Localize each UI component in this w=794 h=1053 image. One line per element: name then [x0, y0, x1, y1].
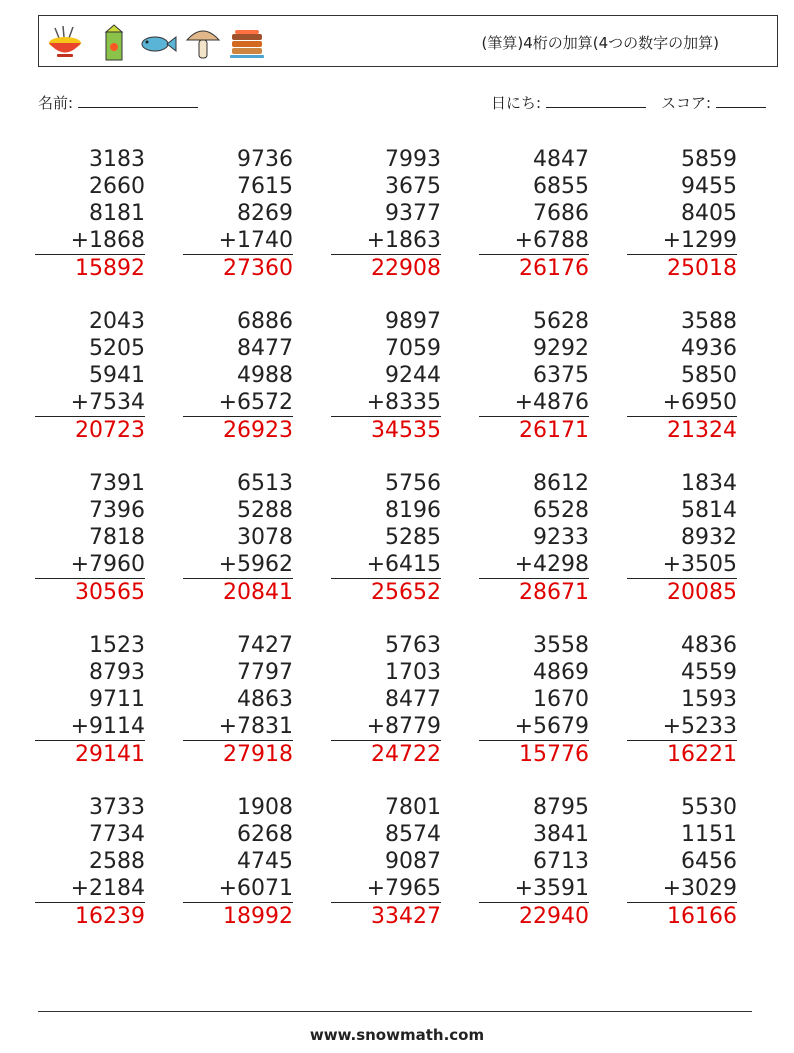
addend-3: 4745 [237, 849, 293, 874]
footer-site: www.snowmath.com [309, 1026, 485, 1044]
addend-1: 9897 [385, 309, 441, 334]
addend-2: 9292 [533, 336, 589, 361]
addend-1: 1908 [237, 795, 293, 820]
addend-2: 7059 [385, 336, 441, 361]
addend-3: 7686 [533, 201, 589, 226]
addend-1: 7427 [237, 633, 293, 658]
answer: 28671 [519, 580, 589, 605]
answer: 25018 [667, 256, 737, 281]
name-label: 名前: [38, 94, 74, 112]
addend-1: 5859 [681, 147, 737, 172]
name-line[interactable] [78, 93, 198, 108]
addition-problem [479, 470, 589, 606]
addend-3: 4988 [237, 363, 293, 388]
addend-3: 8477 [385, 687, 441, 712]
name-field[interactable] [38, 92, 198, 113]
worksheet-title: (筆算)4桁の加算(4つの数字の加算) [481, 34, 719, 52]
answer: 27360 [223, 256, 293, 281]
addend-4: +1299 [627, 227, 737, 255]
addend-2: 8477 [237, 336, 293, 361]
addend-4: +7960 [35, 551, 145, 579]
addend-2: 6268 [237, 822, 293, 847]
addend-4: +7534 [35, 389, 145, 417]
addend-1: 4836 [681, 633, 737, 658]
addition-problem [35, 794, 145, 930]
addend-3: 1593 [681, 687, 737, 712]
addend-2: 4559 [681, 660, 737, 685]
answer: 22908 [371, 256, 441, 281]
addition-problem [35, 146, 145, 282]
addend-1: 3558 [533, 633, 589, 658]
answer: 26176 [519, 256, 589, 281]
addend-1: 4847 [533, 147, 589, 172]
addend-3: 9087 [385, 849, 441, 874]
addend-2: 6528 [533, 498, 589, 523]
score-field[interactable] [661, 92, 766, 113]
addition-problem [35, 632, 145, 768]
addend-1: 7391 [89, 471, 145, 496]
addition-problem [627, 632, 737, 768]
addend-2: 8196 [385, 498, 441, 523]
addend-1: 6886 [237, 309, 293, 334]
answer: 26923 [223, 418, 293, 443]
addend-2: 2660 [89, 174, 145, 199]
addend-3: 3078 [237, 525, 293, 550]
addend-2: 4869 [533, 660, 589, 685]
addend-1: 2043 [89, 309, 145, 334]
addend-3: 6375 [533, 363, 589, 388]
date-field[interactable] [491, 92, 646, 113]
answer: 20723 [75, 418, 145, 443]
addend-3: 7818 [89, 525, 145, 550]
addend-4: +7965 [331, 875, 441, 903]
addend-3: 9244 [385, 363, 441, 388]
answer: 16166 [667, 904, 737, 929]
addend-2: 6855 [533, 174, 589, 199]
addend-3: 4863 [237, 687, 293, 712]
addend-3: 8269 [237, 201, 293, 226]
addend-4: +5233 [627, 713, 737, 741]
addend-3: 6456 [681, 849, 737, 874]
answer: 30565 [75, 580, 145, 605]
addition-problem [183, 308, 293, 444]
addition-problem [331, 308, 441, 444]
addend-2: 7734 [89, 822, 145, 847]
pancake-stack-icon [227, 22, 267, 62]
rice-bowl-icon [45, 22, 85, 62]
answer: 34535 [371, 418, 441, 443]
addend-2: 4936 [681, 336, 737, 361]
addend-1: 8612 [533, 471, 589, 496]
addend-1: 6513 [237, 471, 293, 496]
addend-2: 9455 [681, 174, 737, 199]
addend-4: +7831 [183, 713, 293, 741]
addend-1: 5763 [385, 633, 441, 658]
addend-4: +8335 [331, 389, 441, 417]
addition-problem [183, 632, 293, 768]
addend-4: +4298 [479, 551, 589, 579]
addend-1: 5756 [385, 471, 441, 496]
addition-problem [479, 308, 589, 444]
answer: 33427 [371, 904, 441, 929]
answer: 29141 [75, 742, 145, 767]
addend-4: +6572 [183, 389, 293, 417]
addend-4: +6415 [331, 551, 441, 579]
addend-3: 8932 [681, 525, 737, 550]
addend-1: 1523 [89, 633, 145, 658]
footer-divider [38, 1011, 752, 1012]
addend-2: 7797 [237, 660, 293, 685]
answer: 16239 [75, 904, 145, 929]
addition-problem [479, 146, 589, 282]
addend-4: +8779 [331, 713, 441, 741]
addend-4: +3029 [627, 875, 737, 903]
addend-1: 8795 [533, 795, 589, 820]
addend-4: +5679 [479, 713, 589, 741]
addend-3: 5850 [681, 363, 737, 388]
answer: 21324 [667, 418, 737, 443]
addend-3: 5285 [385, 525, 441, 550]
addend-3: 9233 [533, 525, 589, 550]
addend-1: 3588 [681, 309, 737, 334]
answer: 16221 [667, 742, 737, 767]
answer: 27918 [223, 742, 293, 767]
addition-problem [479, 632, 589, 768]
answer: 22940 [519, 904, 589, 929]
addition-problem [627, 308, 737, 444]
answer: 15776 [519, 742, 589, 767]
addend-4: +3505 [627, 551, 737, 579]
mushroom-icon [183, 22, 223, 62]
addend-2: 7615 [237, 174, 293, 199]
answer: 25652 [371, 580, 441, 605]
addend-1: 7993 [385, 147, 441, 172]
addition-problem [35, 470, 145, 606]
addend-4: +4876 [479, 389, 589, 417]
date-line[interactable] [546, 93, 646, 108]
addend-4: +1863 [331, 227, 441, 255]
answer: 26171 [519, 418, 589, 443]
fish-icon [137, 22, 177, 62]
addition-problem [331, 632, 441, 768]
addend-4: +6950 [627, 389, 737, 417]
addition-problem [331, 146, 441, 282]
addend-4: +1740 [183, 227, 293, 255]
addition-problem [479, 794, 589, 930]
addend-4: +1868 [35, 227, 145, 255]
addend-2: 5814 [681, 498, 737, 523]
score-label: スコア: [661, 94, 712, 112]
addend-4: +6071 [183, 875, 293, 903]
juice-carton-icon [93, 22, 133, 62]
addend-2: 7396 [89, 498, 145, 523]
addition-problem [35, 308, 145, 444]
addition-problem [331, 794, 441, 930]
date-label: 日にち: [491, 94, 542, 112]
answer: 20841 [223, 580, 293, 605]
header-box [38, 15, 778, 67]
addition-problem [627, 146, 737, 282]
addend-4: +2184 [35, 875, 145, 903]
addend-1: 5628 [533, 309, 589, 334]
addend-4: +5962 [183, 551, 293, 579]
addend-1: 3733 [89, 795, 145, 820]
addend-2: 8793 [89, 660, 145, 685]
addition-problem [627, 470, 737, 606]
addend-4: +6788 [479, 227, 589, 255]
addend-3: 8181 [89, 201, 145, 226]
answer: 24722 [371, 742, 441, 767]
addend-4: +3591 [479, 875, 589, 903]
addend-1: 5530 [681, 795, 737, 820]
addend-3: 9711 [89, 687, 145, 712]
addend-1: 3183 [89, 147, 145, 172]
addend-1: 9736 [237, 147, 293, 172]
addition-problem [183, 794, 293, 930]
addend-1: 7801 [385, 795, 441, 820]
addend-4: +9114 [35, 713, 145, 741]
addend-2: 5288 [237, 498, 293, 523]
answer: 20085 [667, 580, 737, 605]
answer: 18992 [223, 904, 293, 929]
addition-problem [627, 794, 737, 930]
score-line[interactable] [716, 93, 766, 108]
addend-2: 5205 [89, 336, 145, 361]
addend-2: 3841 [533, 822, 589, 847]
addition-problem [331, 470, 441, 606]
addend-3: 8405 [681, 201, 737, 226]
addend-1: 1834 [681, 471, 737, 496]
addend-2: 1703 [385, 660, 441, 685]
addition-problem [183, 146, 293, 282]
addend-3: 1670 [533, 687, 589, 712]
addend-2: 8574 [385, 822, 441, 847]
addend-3: 2588 [89, 849, 145, 874]
addition-problem [183, 470, 293, 606]
answer: 15892 [75, 256, 145, 281]
addend-3: 6713 [533, 849, 589, 874]
addend-2: 3675 [385, 174, 441, 199]
addend-3: 9377 [385, 201, 441, 226]
addend-2: 1151 [681, 822, 737, 847]
addend-3: 5941 [89, 363, 145, 388]
